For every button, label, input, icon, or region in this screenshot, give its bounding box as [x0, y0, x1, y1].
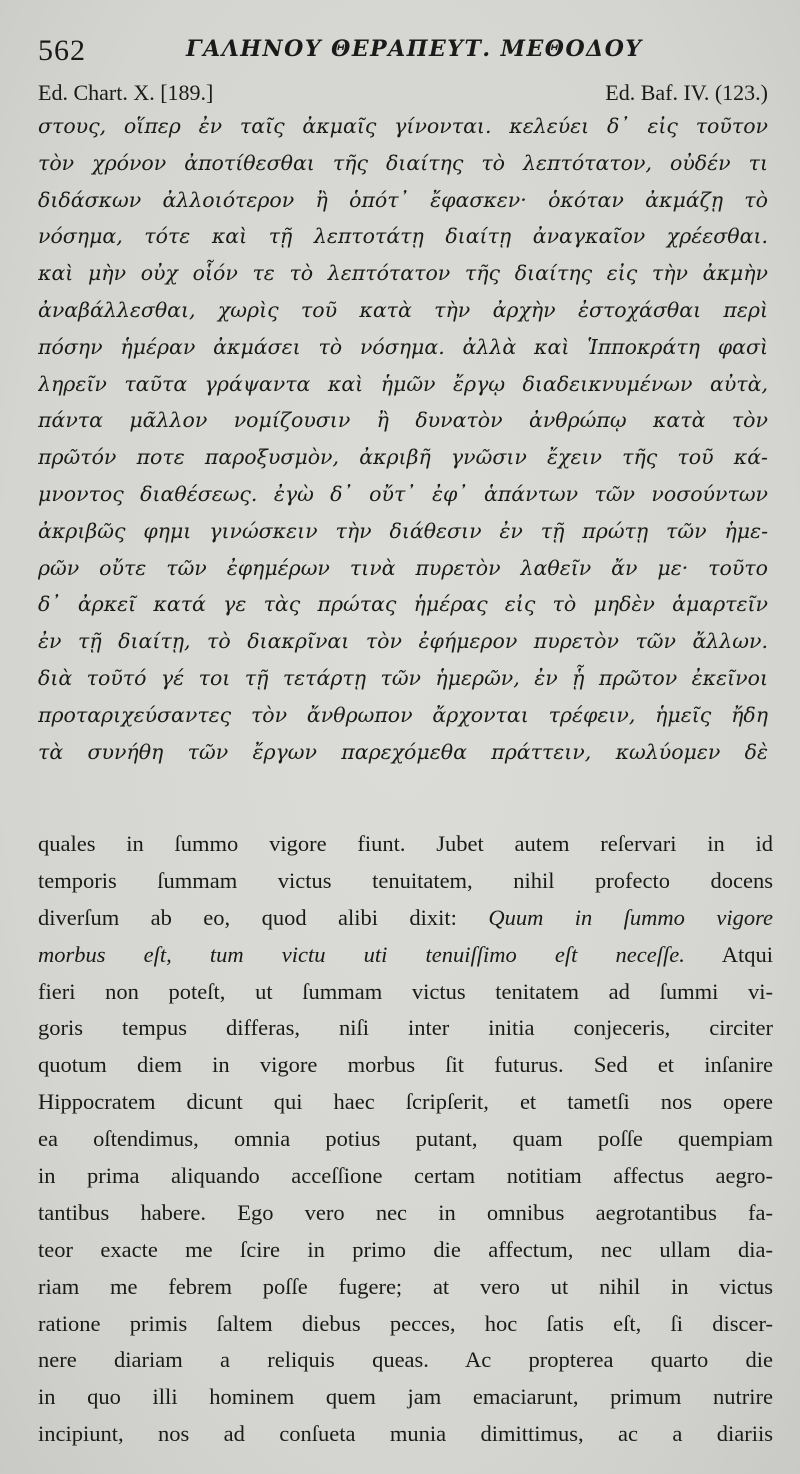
greek-line: στους, οἵπερ ἐν ταῖς ἀκμαῖς γίνονται. κελεύει δ᾽ εἰς τοῦτον: [38, 114, 768, 138]
latin-line: quales in ſummo vigore fiunt. Jubet autem reſervari in id: [38, 831, 773, 856]
greek-line: τὸν χρόνον ἀποτίθεσθαι τῆς διαίτης τὸ λεπτότατον, οὐδέν τι: [38, 150, 768, 175]
greek-line: ἀναβάλλεσθαι, χωρὶς τοῦ κατὰ τὴν ἀρχὴν ἐστοχάσθαι περὶ: [38, 297, 768, 322]
latin-line: in quo illi hominem quem jam emaciarunt, primum nutrire: [38, 1384, 773, 1410]
latin-line: quotum diem in vigore morbus ſit futurus. Sed et inſanire: [38, 1052, 773, 1078]
latin-line: fieri non poteſt, ut ſummam victus tenitatem ad ſummi vi-: [38, 978, 773, 1004]
greek-line: πρῶτόν ποτε παροξυσμὸν, ἀκριβῆ γνῶσιν ἔχειν τῆς τοῦ κά-: [38, 445, 768, 470]
greek-line: καὶ μὴν οὐχ οἷόν τε τὸ λεπτότατον τῆς διαίτης εἰς τὴν ἀκμὴν: [38, 261, 768, 286]
page-number: 562: [38, 34, 86, 67]
greek-line: ληρεῖν ταῦτα γράψαντα καὶ ἡμῶν ἔργῳ διαδεικνυμένων αὐτὰ,: [38, 371, 768, 396]
greek-line: πόσην ἡμέραν ἀκμάσει τὸ νόσημα. ἀλλὰ καὶ Ἱπποκράτη φασὶ: [38, 334, 768, 359]
latin-text-block: [38, 826, 773, 1453]
latin-text-span: Atqui: [684, 941, 773, 967]
latin-line: [38, 900, 773, 937]
greek-line: πάντα μᾶλλον νομίζουσιν ἢ δυνατὸν ἀνθρώπῳ κατὰ τὸν: [38, 408, 768, 433]
greek-line: ρῶν οὔτε τῶν ἐφημέρων τινὰ πυρετὸν λαθεῖν ἄν με· τοῦτο: [38, 555, 768, 580]
latin-line: nere diariam a reliquis queas. Ac propterea quarto die: [38, 1347, 773, 1373]
edition-basel-reference: Ed. Baf. IV. (123.): [605, 80, 768, 105]
greek-line: ἀκριβῶς φημι γινώσκειν τὴν διάθεσιν ἐν τῇ πρώτῃ τῶν ἡμε-: [38, 518, 768, 543]
page-header: [38, 34, 778, 74]
latin-line: incipiunt, nos ad conſueta munia dimittimus, ac a diariis: [38, 1421, 773, 1447]
latin-line: ratione primis ſaltem diebus pecces, hoc ſatis eſt, ſi discer-: [38, 1310, 773, 1336]
latin-text-span: diverſum ab eo, quod alibi dixit:: [38, 904, 489, 930]
edition-reference-line: [38, 80, 768, 108]
greek-line: προταριχεύσαντες τὸν ἄνθρωπον ἄρχονται τρέφειν, ἡμεῖς ἤδη: [38, 702, 768, 727]
latin-line: riam me febrem poſſe fugere; at vero ut nihil in victus: [38, 1273, 773, 1299]
edition-chartier-reference: Ed. Chart. X. [189.]: [38, 80, 214, 105]
greek-line: μνοντος διαθέσεως. ἐγὼ δ᾽ οὔτ᾽ ἐφ᾽ ἁπάντων τῶν νοσούντων: [38, 481, 768, 506]
greek-line: διδάσκων ἀλλοιότερον ἢ ὁπότ᾽ ἔφασκεν· ὁκόταν ἀκμάζῃ τὸ: [38, 187, 768, 212]
greek-line: δ᾽ ἀρκεῖ κατά γε τὰς πρώτας ἡμέρας εἰς τὸ μηδὲν ἁμαρτεῖν: [38, 592, 768, 617]
latin-quotation: morbus eſt, tum victu uti tenuiſſimo eſt neceſſe.: [38, 941, 685, 967]
greek-line: νόσημα, τότε καὶ τῇ λεπτοτάτῃ διαίτῃ ἀναγκαῖον χρέεσθαι.: [38, 224, 768, 249]
latin-line: Hippocratem dicunt qui haec ſcripſerit, et tametſi nos opere: [38, 1089, 773, 1115]
latin-line: teor exacte me ſcire in primo die affectum, nec ullam dia-: [38, 1236, 773, 1262]
greek-line: διὰ τοῦτό γέ τοι τῇ τετάρτῃ τῶν ἡμερῶν, ἐν ᾗ πρῶτον ἐκεῖνοι: [38, 665, 768, 690]
latin-line: temporis ſummam victus tenuitatem, nihil profecto docens: [38, 867, 773, 893]
latin-line: tantibus habere. Ego vero nec in omnibus aegrotantibus fa-: [38, 1199, 773, 1225]
greek-line: τὰ συνήθη τῶν ἔργων παρεχόμεθα πράττειν, κωλύομεν δὲ: [38, 739, 768, 764]
latin-line: [38, 937, 773, 974]
latin-line: in prima aliquando acceſſione certam notitiam affectus aegro-: [38, 1163, 773, 1189]
running-title: ΓΑΛΗΝΟΥ ΘΕΡΑΠΕΥΤ. ΜΕΘΟΔΟΥ: [186, 36, 643, 62]
latin-line: goris tempus differas, niſi inter initia conjeceris, circiter: [38, 1015, 773, 1041]
latin-quotation: Quum in ſummo vigore: [488, 904, 773, 930]
greek-text-block: [38, 108, 768, 770]
latin-line: ea oſtendimus, omnia potius putant, quam poſſe quempiam: [38, 1126, 773, 1152]
greek-line: ἐν τῇ διαίτῃ, τὸ διακρῖναι τὸν ἐφήμερον πυρετὸν τῶν ἄλλων.: [38, 629, 768, 654]
